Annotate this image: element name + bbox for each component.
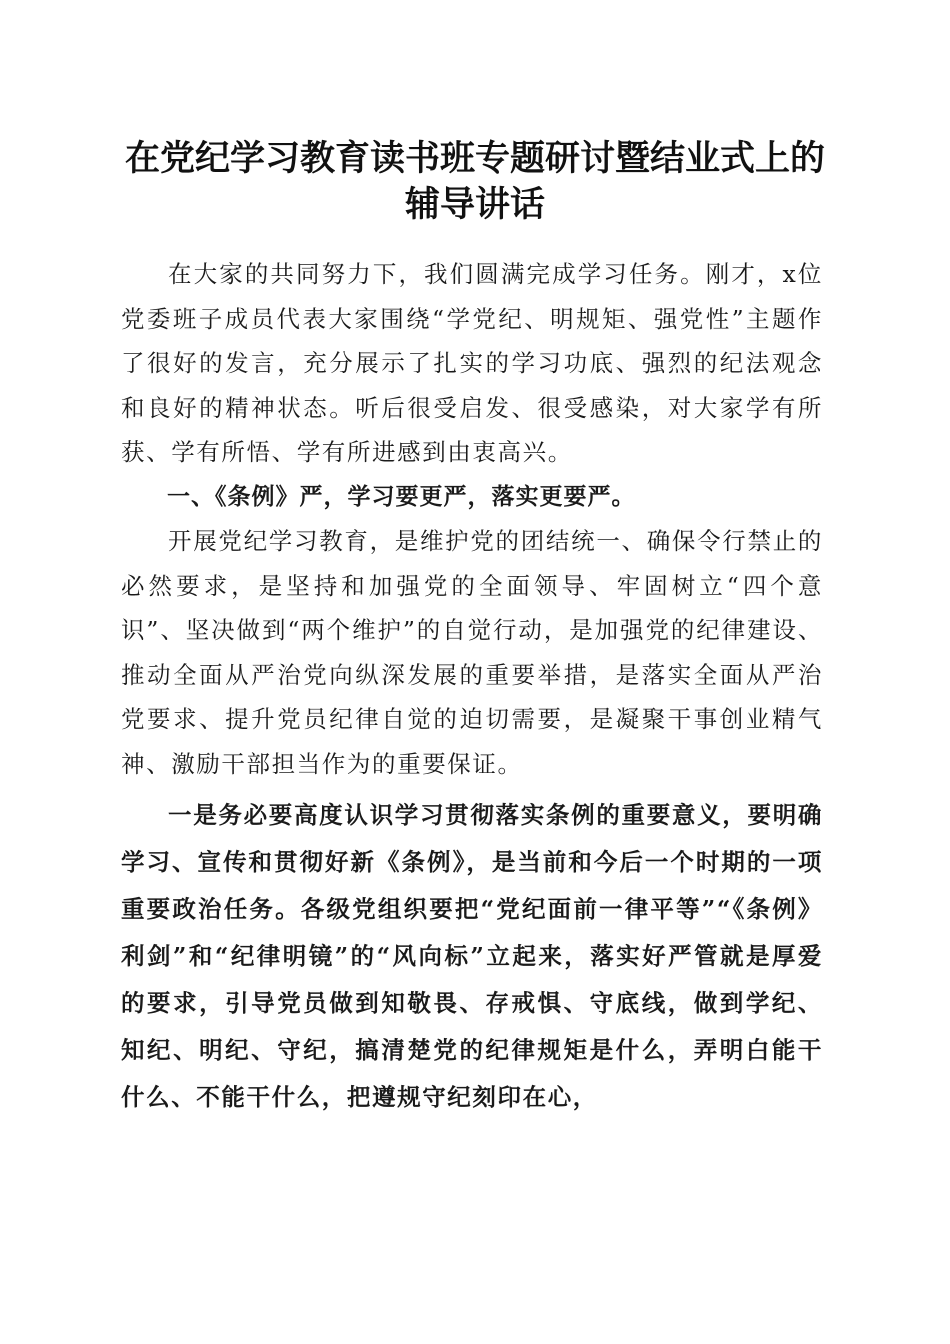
section-heading-1: 一、《条例》严，学习要更严，落实更要严。 [167,483,636,510]
document-body [121,252,823,1121]
paragraph-significance: 开展党纪学习教育，是维护党的团结统一、确保令行禁止的必然要求，是坚持和加强党的全面领导、牢固树立“四个意识”、坚决做到“两个维护”的自觉行动，是加强党的纪律建设、推动全面从严治党向纵深发展的重要举措，是落实全面从严治党要求、提升党员纪律自觉的迫切需要，是凝聚干事创业精气神、激励干部担当作为的重要保证。 [121,527,823,778]
page-title: 在党纪学习教育读书班专题研讨暨结业式上的辅导讲话 [124,138,825,225]
paragraph-point-one: 一是务必要高度认识学习贯彻落实条例的重要意义，要明确学习、宣传和贯彻好新《条例》，是当前和今后一个时期的一项重要政治任务。各级党组织要把“党纪面前一律平等”“《条例》利剑”和“纪律明镜”的“风向标”立起来，落实好严管就是厚爱的要求，引导党员做到知敬畏、存戒惧、守底线，做到学纪、知纪、明纪、守纪，搞清楚党的纪律规矩是什么，弄明白能干什么、不能干什么，把遵规守纪刻印在心， [121,801,823,1111]
paragraph-intro: 在大家的共同努力下，我们圆满完成学习任务。刚才，x位党委班子成员代表大家围绕“学党纪、明规矩、强党性”主题作了很好的发言，充分展示了扎实的学习功底、强烈的纪法观念和良好的精神状态。听后很受启发、很受感染，对大家学有所获、学有所悟、学有所进感到由衷高兴。 [121,260,823,466]
